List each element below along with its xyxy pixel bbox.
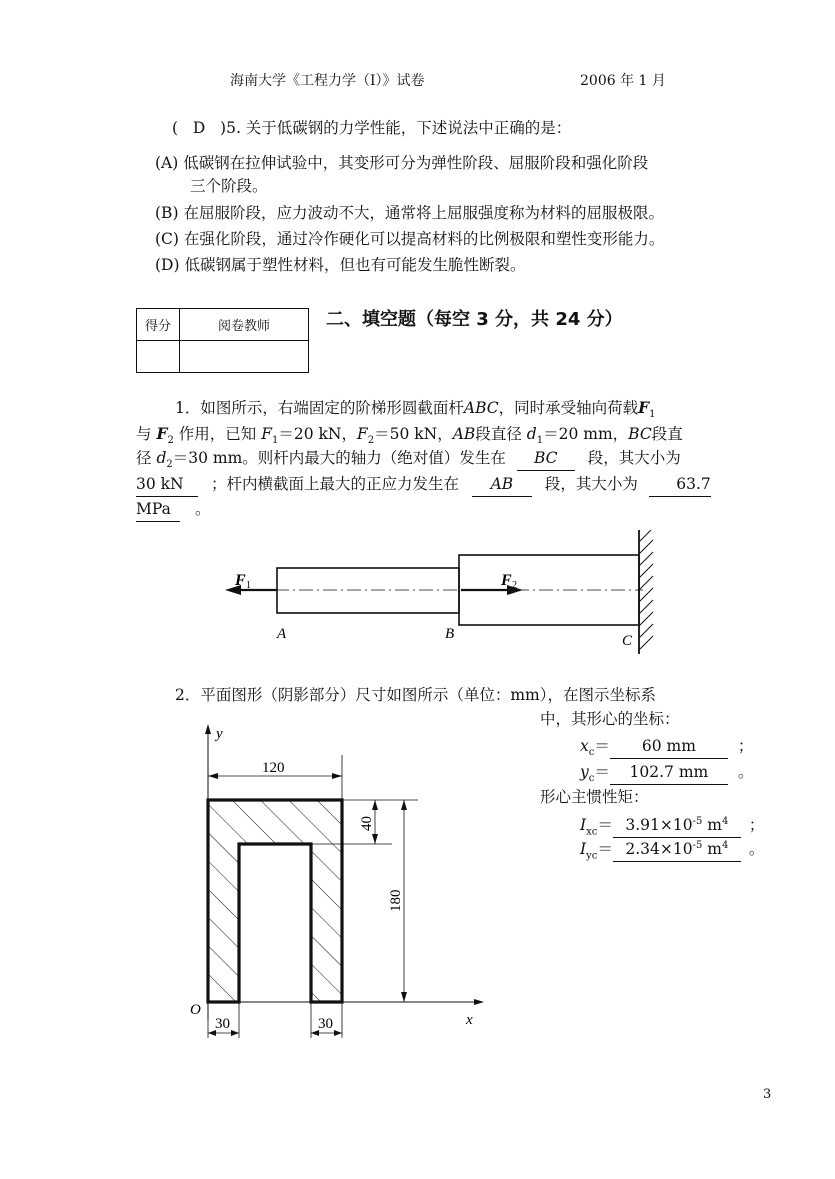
option-b: (B) 在屈服阶段，应力波动不大，通常将上屈服强度称为材料的屈服极限。 [155, 204, 664, 222]
q1-line-5: MPa 。 [136, 497, 210, 522]
score-table [136, 308, 309, 373]
answer-iyc: $2.34\times 10^{-5}$ $m^4$ [613, 834, 741, 862]
section-title: 二、填空题（每空 3 分，共 24 分） [326, 309, 623, 330]
dim-40: 40 [359, 816, 375, 831]
option-d: (D) 低碳钢属于塑性材料，但也有可能发生脆性断裂。 [155, 256, 526, 274]
answer-ixc: $3.91\times 10^{-5}$ $m^4$ [613, 810, 741, 838]
inertia-ixc: $I_{xc}= 3.91\times 10^{-5}$ $m^4$ ； [580, 810, 764, 844]
question-5-answer: D [192, 119, 206, 137]
answer-max-stress-value: 63.7 [649, 472, 711, 497]
page-number: 3 [763, 1087, 772, 1102]
option-a: (A) 低碳钢在拉伸试验中，其变形可分为弹性阶段、屈服阶段和强化阶段 [155, 154, 649, 172]
inertia-iyc: $I_{yc}= 2.34\times 10^{-5}$ $m^4$ 。 [580, 834, 764, 868]
centroid-xc: $x_c= 60$ mm ； [580, 734, 753, 765]
answer-max-force: 30 kN [136, 472, 198, 497]
dim-120: 120 [262, 760, 285, 776]
option-c: (C) 在强化阶段，通过冷作硬化可以提高材料的比例极限和塑性变形能力。 [155, 230, 665, 248]
centroid-yc: $y_c= 102.7$ mm 。 [580, 760, 753, 791]
inertia-label: 形心主惯性矩： [540, 788, 649, 806]
answer-yc: 102.7 mm [610, 760, 728, 785]
q1-line-4: 30 kN ；杆内横截面上最大的正应力发生在 AB 段，其大小为 63.7 [136, 472, 711, 497]
x-axis-arrowhead [474, 999, 484, 1005]
q1-line-3: 径 $d_2=30$ mm。则杆内最大的轴力（绝对值）发生在 BC 段，其大小为 [136, 446, 681, 477]
label-x: x [466, 1012, 473, 1028]
dim-30-right: 30 [318, 1016, 333, 1032]
hatched-area [208, 800, 342, 1002]
grader-header: 阅卷教师 [180, 309, 309, 341]
label-origin: O [190, 1002, 201, 1018]
label-c: C [622, 633, 633, 649]
q1-line-2: 与 $F_2$ 作用，已知 $F_1=20$ kN，$F_2=50$ kN，AB段直径 $d_1=20$ mm，BC段直 [136, 424, 683, 447]
label-b: B [445, 626, 455, 642]
grader-cell [180, 341, 309, 373]
svg-text:1: 1 [246, 580, 251, 591]
exam-date: 2006 年 1 月 [580, 73, 666, 89]
label-a: A [277, 626, 287, 642]
figure-section-shape [180, 720, 500, 1050]
exam-title: 海南大学《工程力学（I）》试卷 [230, 73, 425, 89]
q2-line-2: 中，其形心的坐标： [540, 710, 680, 728]
q1-line-1: 1．如图所示，右端固定的阶梯形圆截面杆ABC，同时承受轴向荷载$F_1$ [175, 398, 656, 421]
dim-30-left: 30 [215, 1016, 230, 1032]
figure-stepped-bar [215, 528, 665, 656]
score-header: 得分 [137, 309, 180, 341]
option-a-cont: 三个阶段。 [190, 177, 268, 195]
y-axis-arrowhead [205, 724, 211, 734]
label-f2: F [501, 572, 512, 589]
label-f1: F [235, 572, 246, 589]
answer-max-stress-unit: MPa [136, 497, 180, 522]
question-5-stem: ( D )5. 关于低碳钢的力学性能，下述说法中正确的是： [172, 119, 572, 137]
q2-line-1: 2．平面图形（阴影部分）尺寸如图所示（单位：mm），在图示坐标系 [175, 686, 657, 704]
label-y: y [216, 726, 223, 742]
svg-text:2: 2 [512, 580, 517, 591]
dim-180: 180 [388, 889, 404, 912]
segment-ab [277, 568, 459, 613]
score-cell [137, 341, 180, 373]
answer-xc: 60 mm [610, 734, 728, 759]
answer-max-force-segment: BC [517, 446, 575, 471]
answer-max-stress-segment: AB [472, 472, 532, 497]
